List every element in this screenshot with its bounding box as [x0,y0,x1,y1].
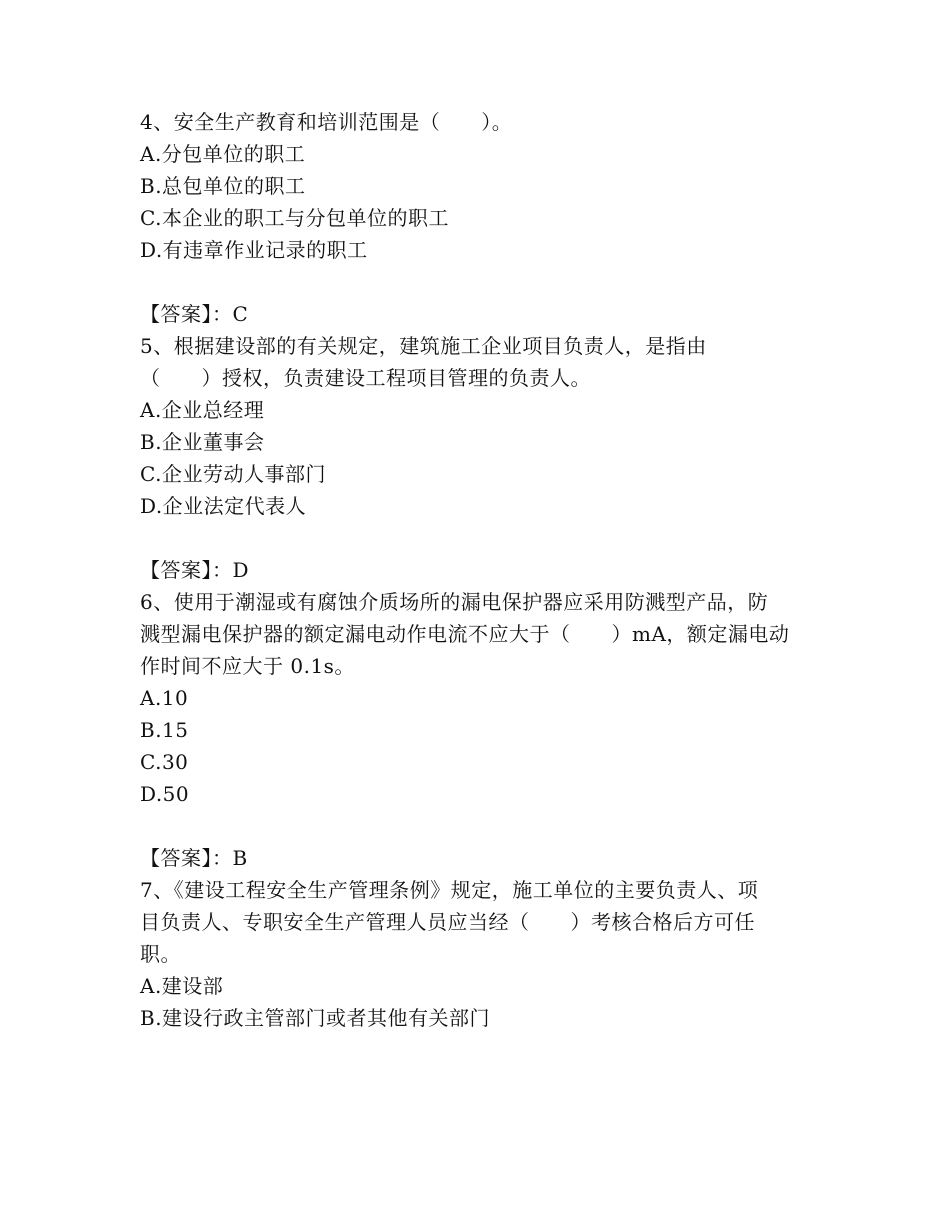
question-text: 作时间不应大于 0.1s。 [140,654,355,678]
question-text: 4、安全生产教育和培训范围是（ ）。 [140,110,513,134]
answer-value: D [232,558,250,582]
option-b: B.建设行政主管部门或者其他有关部门 [140,1006,491,1030]
option-d: D.50 [140,782,190,806]
question-text: 目负责人、专职安全生产管理人员应当经（ ）考核合格后方可任 [140,910,755,934]
answer-line [140,554,810,586]
question-text: 溅型漏电保护器的额定漏电动作电流不应大于（ ）mA，额定漏电动 [140,622,790,646]
answer-line [140,298,810,330]
question-5 [140,330,810,586]
question-text: 6、使用于潮湿或有腐蚀介质场所的漏电保护器应采用防溅型产品，防 [140,590,769,614]
option-a: A.分包单位的职工 [140,142,306,166]
option-c: C.30 [140,750,189,774]
option-a: A.建设部 [140,974,224,998]
option-c: C.企业劳动人事部门 [140,462,326,486]
option-d: D.企业法定代表人 [140,494,307,518]
answer-label: 【答案】： [140,302,233,326]
document-page [140,106,810,1034]
answer-label: 【答案】： [140,846,233,870]
question-7 [140,874,810,1034]
answer-value: B [232,846,248,870]
question-4 [140,106,810,330]
option-a: A.10 [140,686,189,710]
answer-value: C [232,302,249,326]
option-b: B.企业董事会 [140,430,265,454]
question-text: （ ）授权，负责建设工程项目管理的负责人。 [140,366,591,390]
answer-label: 【答案】： [140,558,233,582]
option-c: C.本企业的职工与分包单位的职工 [140,206,449,230]
option-b: B.总包单位的职工 [140,174,306,198]
option-a: A.企业总经理 [140,398,265,422]
option-b: B.15 [140,718,189,742]
question-text: 7、《建设工程安全生产管理条例》规定，施工单位的主要负责人、项 [140,878,759,902]
answer-line [140,842,810,874]
question-text: 职。 [140,942,181,966]
question-6 [140,586,810,874]
option-d: D.有违章作业记录的职工 [140,238,368,262]
question-text: 5、根据建设部的有关规定，建筑施工企业项目负责人，是指由 [140,334,707,358]
